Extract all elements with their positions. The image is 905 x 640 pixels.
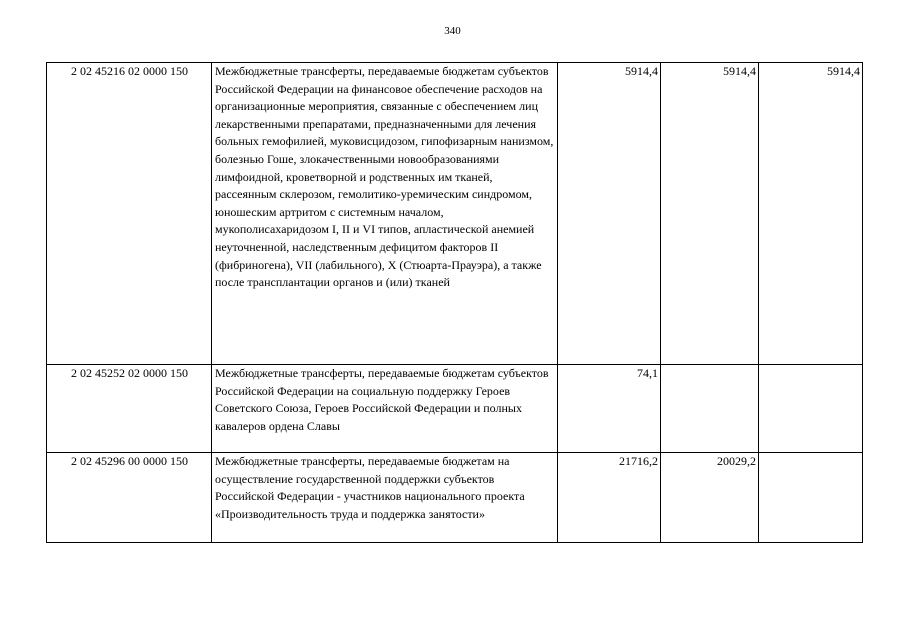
- value-cell-3: [759, 453, 863, 543]
- value-cell-2: 5914,4: [661, 63, 759, 365]
- budget-code-cell: 2 02 45296 00 0000 150: [47, 453, 212, 543]
- description-cell: Межбюджетные трансферты, передаваемые бюджетам на осуществление государственной поддержки субъектов Российской Федерации - участников национального проекта «Производительность труда и поддержка занятости»: [212, 453, 558, 543]
- value-cell-1: 74,1: [558, 365, 661, 453]
- value-cell-2: [661, 365, 759, 453]
- description-cell: Межбюджетные трансферты, передаваемые бюджетам субъектов Российской Федерации на социальную поддержку Героев Советского Союза, Героев Российской Федерации и полных кавалеров ордена Славы: [212, 365, 558, 453]
- value-cell-1: 21716,2: [558, 453, 661, 543]
- value-cell-3: 5914,4: [759, 63, 863, 365]
- budget-code-cell: 2 02 45252 02 0000 150: [47, 365, 212, 453]
- value-cell-1: 5914,4: [558, 63, 661, 365]
- page-number: 340: [444, 25, 461, 37]
- budget-code-cell: 2 02 45216 02 0000 150: [47, 63, 212, 365]
- value-cell-3: [759, 365, 863, 453]
- value-cell-2: 20029,2: [661, 453, 759, 543]
- table-row: [47, 365, 863, 453]
- budget-table: [46, 62, 863, 543]
- table-row: [47, 63, 863, 365]
- description-cell: Межбюджетные трансферты, передаваемые бюджетам субъектов Российской Федерации на финансовое обеспечение расходов на организационные мероприятия, связанные с обеспечением лиц лекарственными препаратами, предназначенными для лечения больных гемофилией, муковисцидозом, гипофизарным нанизмом, болезнью Гоше, злокачественными новообразованиями лимфоидной, кроветворной и родственных им тканей, рассеянным склерозом, гемолитико-уремическим синдромом, юношеским артритом с системным началом, мукополисахаридозом I, II и VI типов, апластической анемией неуточненной, наследственным дефицитом факторов II (фибриногена), VII (лабильного), X (Стюарта-Прауэра), а также после трансплантации органов и (или) тканей: [212, 63, 558, 365]
- table-row: [47, 453, 863, 543]
